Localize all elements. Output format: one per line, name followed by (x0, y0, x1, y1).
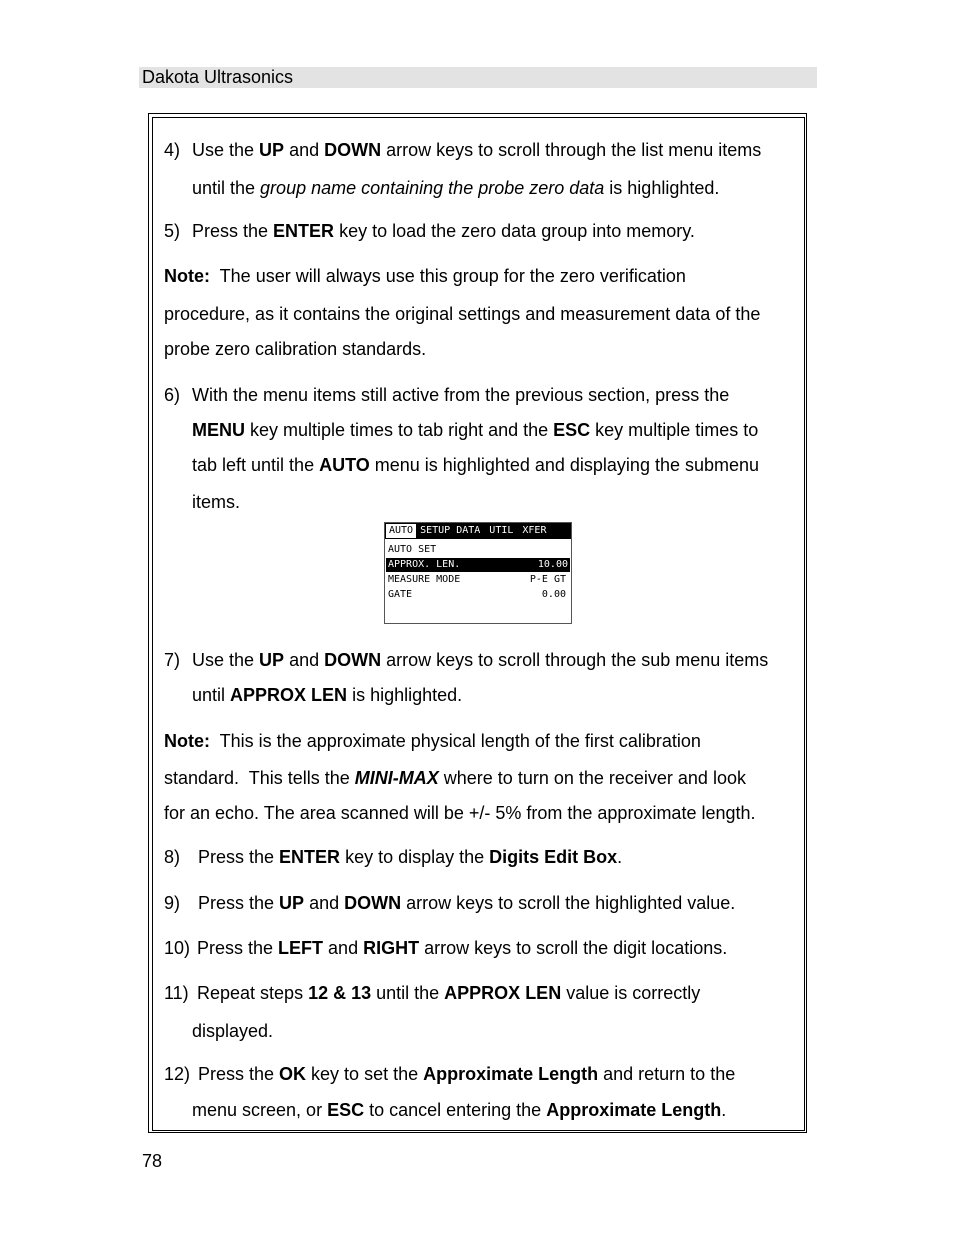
lcd-row-approx-len (386, 558, 570, 572)
lcd-row-label: AUTO SET (388, 544, 437, 555)
note-1-line-1: Note: The user will always use this group for the zero verification (164, 266, 686, 286)
step-4-line-2: until the group name containing the probe zero data is highlighted. (192, 178, 720, 198)
lcd-row-label: GATE (388, 589, 413, 600)
lcd-tab-util: UTIL (489, 525, 514, 536)
lcd-tab-data: DATA (456, 525, 481, 536)
step-10-line-1: Press the LEFT and RIGHT arrow keys to scroll the digit locations. (197, 938, 728, 958)
step-6-line-4: items. (192, 492, 241, 512)
step-11-line-2: displayed. (192, 1021, 274, 1041)
step-9-number: 9) (164, 893, 181, 913)
step-8-number: 8) (164, 847, 181, 867)
lcd-row-value: 10.00 (537, 559, 568, 570)
lcd-tab-setup: SETUP (420, 525, 451, 536)
step-12-line-2: menu screen, or ESC to cancel entering the Approximate Length. (192, 1100, 727, 1120)
step-5-number: 5) (164, 221, 181, 241)
lcd-row-measure-mode (388, 573, 568, 587)
lcd-tab-xfer: XFER (522, 525, 547, 536)
step-7-line-2: until APPROX LEN is highlighted. (192, 685, 463, 705)
header-title: Dakota Ultrasonics (142, 67, 294, 87)
lcd-menu-tabs (385, 523, 571, 539)
step-4-line-1: Use the UP and DOWN arrow keys to scroll through the list menu items (192, 140, 762, 160)
step-6-line-3: tab left until the AUTO menu is highlighted and displaying the submenu (192, 455, 760, 475)
lcd-row-value: 0.00 (541, 589, 566, 600)
note-1-line-3: probe zero calibration standards. (164, 339, 427, 359)
lcd-row-label: MEASURE MODE (388, 574, 461, 585)
step-6-line-1: With the menu items still active from the previous section, press the (192, 385, 730, 405)
lcd-tab-auto: AUTO (386, 524, 416, 538)
note-2-line-1: Note: This is the approximate physical length of the first calibration (164, 731, 701, 751)
step-7-line-1: Use the UP and DOWN arrow keys to scroll through the sub menu items (192, 650, 769, 670)
note-2-line-3: for an echo. The area scanned will be +/- 5% from the approximate length. (164, 803, 756, 823)
page-number: 78 (142, 1151, 163, 1171)
step-12-number: 12) (164, 1064, 191, 1084)
step-10-number: 10) (164, 938, 191, 958)
note-2-line-2: standard. This tells the MINI-MAX where to turn on the receiver and look (164, 768, 746, 788)
step-7-number: 7) (164, 650, 181, 670)
step-11-line-1: Repeat steps 12 & 13 until the APPROX LEN value is correctly (197, 983, 701, 1003)
lcd-row-auto-set (388, 543, 568, 557)
lcd-row-value: P-E GT (529, 574, 566, 585)
step-11-number: 11) (164, 983, 189, 1003)
lcd-row-label: APPROX. LEN. (388, 559, 461, 570)
step-9-line-1: Press the UP and DOWN arrow keys to scroll the highlighted value. (198, 893, 736, 913)
step-6-number: 6) (164, 385, 181, 405)
note-1-line-2: procedure, as it contains the original settings and measurement data of the (164, 304, 761, 324)
step-8-line-1: Press the ENTER key to display the Digits Edit Box. (198, 847, 623, 867)
step-12-line-1: Press the OK key to set the Approximate Length and return to the (198, 1064, 736, 1084)
lcd-screen (384, 522, 572, 624)
step-6-line-2: MENU key multiple times to tab right and the ESC key multiple times to (192, 420, 759, 440)
lcd-row-gate (388, 588, 568, 602)
step-5-line-1: Press the ENTER key to load the zero data group into memory. (192, 221, 695, 241)
step-4-number: 4) (164, 140, 181, 160)
